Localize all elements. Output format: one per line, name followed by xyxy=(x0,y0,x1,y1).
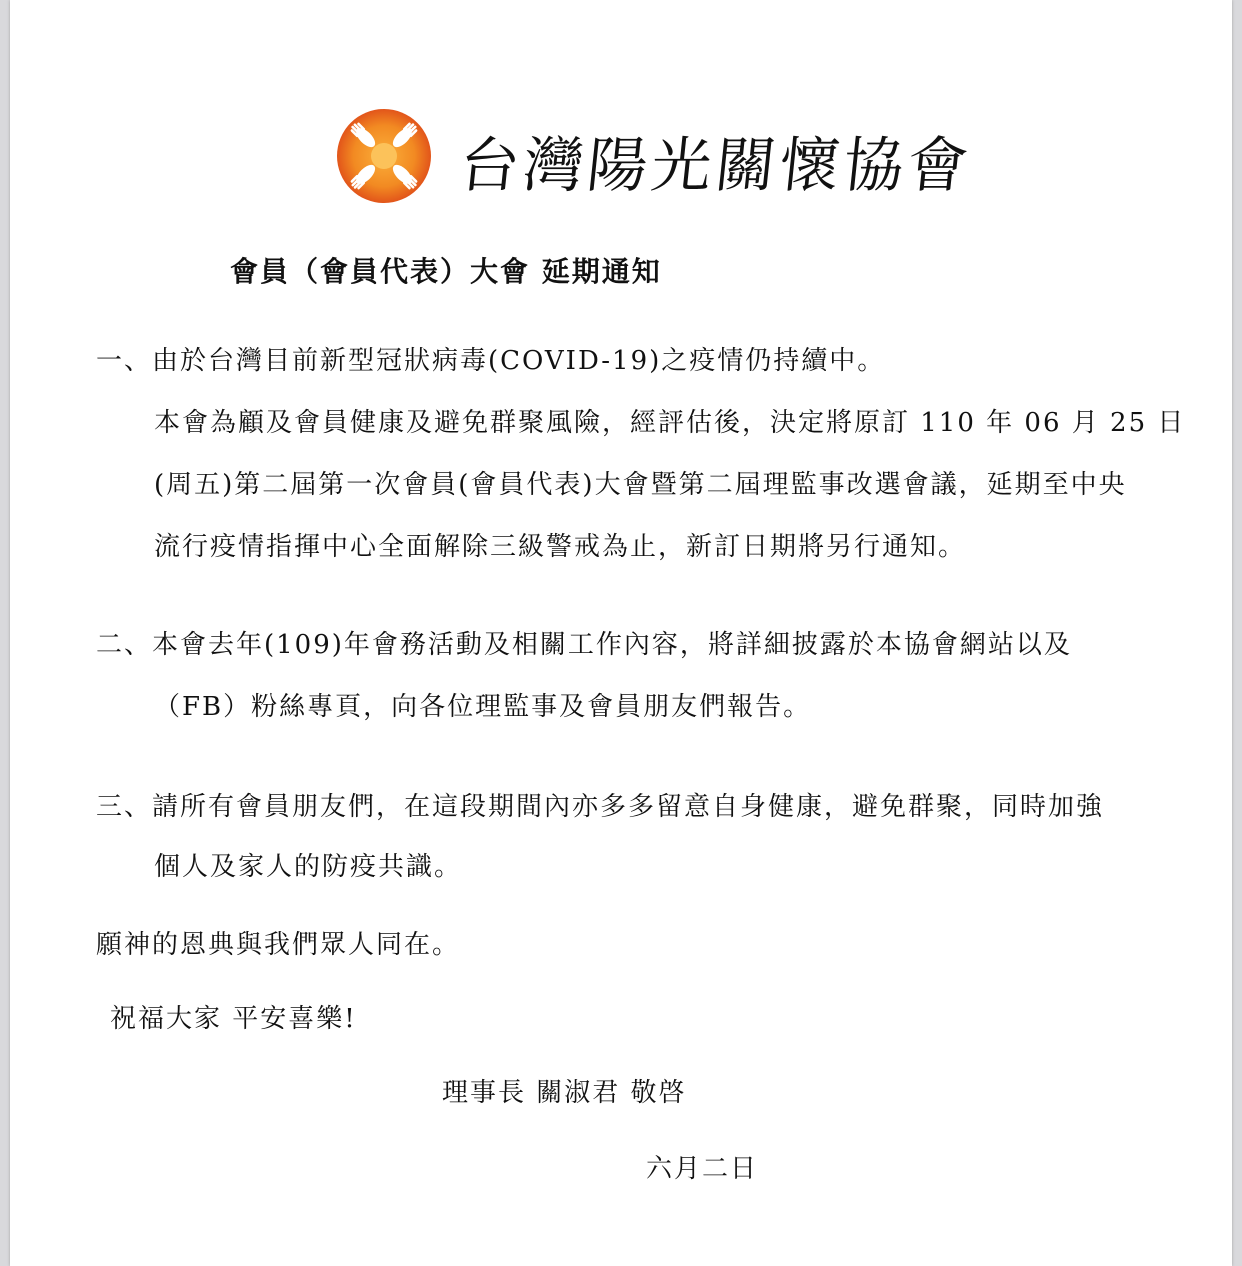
item3-line1: 三、請所有會員朋友們，在這段期間內亦多多留意自身健康，避免群聚，同時加強 xyxy=(96,792,1105,822)
wishes-text: 祝福大家 平安喜樂! xyxy=(110,1004,357,1034)
date-text: 六月二日 xyxy=(646,1154,759,1184)
notice-title: 會員（會員代表）大會 延期通知 xyxy=(230,255,662,288)
item2-line2: （FB）粉絲專頁，向各位理監事及會員朋友們報告。 xyxy=(154,692,812,722)
signature-text: 理事長 關淑君 敬啓 xyxy=(442,1078,687,1108)
item2-line1: 二、本會去年(109)年會務活動及相關工作內容，將詳細披露於本協會網站以及 xyxy=(96,630,1072,660)
organization-name: 台灣陽光關懷協會 xyxy=(455,131,976,201)
hands-emblem-icon xyxy=(336,108,432,204)
item1-line4: 流行疫情指揮中心全面解除三級警戒為止，新訂日期將另行通知。 xyxy=(154,532,967,562)
item1-line3: (周五)第二屆第一次會員(會員代表)大會暨第二屆理監事改選會議，延期至中央 xyxy=(154,470,1127,500)
document-page xyxy=(10,0,1232,1266)
item1-line1: 一、由於台灣目前新型冠狀病毒(COVID-19)之疫情仍持續中。 xyxy=(96,346,886,376)
item1-line2: 本會為顧及會員健康及避免群聚風險，經評估後，決定將原訂 110 年 06 月 25 日 xyxy=(154,408,1186,438)
item3-line2: 個人及家人的防疫共識。 xyxy=(154,852,463,882)
blessing-text: 願神的恩典與我們眾人同在。 xyxy=(96,930,461,960)
